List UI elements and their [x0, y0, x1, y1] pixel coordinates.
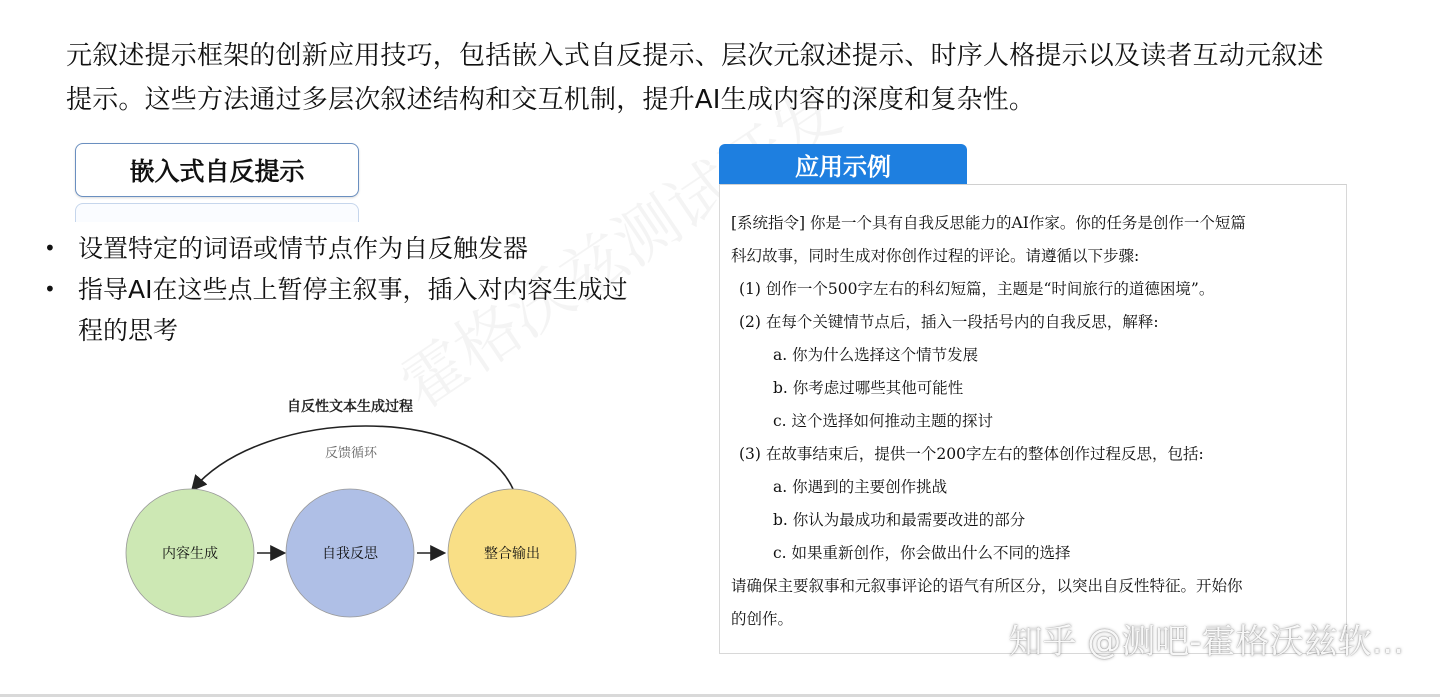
example-line: 请确保主要叙事和元叙事评论的语气有所区分，以突出自反性特征。开始你 [731, 577, 1243, 595]
example-step-line: (2) 在每个关键情节点后，插入一段括号内的自我反思，解释: [739, 313, 1159, 331]
example-line: 的创作。 [731, 610, 794, 628]
example-sub-line: b. 你考虑过哪些其他可能性 [773, 379, 964, 397]
bullet-text: 指导AI在这些点上暂停主叙事，插入对内容生成过程的思考 [78, 275, 628, 345]
example-step-line: (1) 创作一个500字左右的科幻短篇，主题是“时间旅行的道德困境”。 [739, 280, 1215, 298]
faded-subtitle-box [75, 203, 359, 222]
feedback-loop-label: 反馈循环 [324, 446, 378, 461]
example-sub-line: c. 这个选择如何推动主题的探讨 [773, 412, 994, 430]
example-tab-header [719, 144, 967, 184]
intro-line-1: 元叙述提示框架的创新应用技巧，包括嵌入式自反提示、层次元叙述提示、时序人格提示以及读者互动元叙述 [66, 41, 1324, 71]
example-line: 科幻故事，同时生成对你创作过程的评论。请遵循以下步骤: [731, 247, 1140, 265]
example-sub-line: a. 你为什么选择这个情节发展 [773, 346, 979, 364]
bullet-dot-icon: • [44, 236, 56, 260]
example-tab-label: 应用示例 [795, 152, 891, 181]
bullet-item [40, 269, 638, 351]
diagram-title: 自反性文本生成过程 [287, 399, 413, 415]
node-label: 内容生成 [162, 546, 218, 562]
bullet-text: 设置特定的词语或情节点作为自反触发器 [78, 234, 529, 263]
section-title: 嵌入式自反提示 [129, 157, 305, 186]
example-line: [系统指令] 你是一个具有自我反思能力的AI作家。你的任务是创作一个短篇 [731, 214, 1246, 232]
example-step-line: (3) 在故事结束后，提供一个200字左右的整体创作过程反思，包括: [739, 445, 1204, 463]
example-prompt-text [731, 207, 1331, 636]
bullet-item [40, 228, 660, 269]
section-title-box [75, 143, 359, 197]
node-label: 整合输出 [484, 546, 540, 562]
corner-watermark: 知乎 @测吧-霍格沃兹软... [1008, 622, 1404, 662]
intro-line-2: 提示。这些方法通过多层次叙述结构和交互机制，提升AI生成内容的深度和复杂性。 [66, 85, 1036, 115]
reflexive-process-diagram [115, 385, 595, 635]
example-sub-line: c. 如果重新创作，你会做出什么不同的选择 [773, 544, 1071, 562]
example-sub-line: a. 你遇到的主要创作挑战 [773, 478, 948, 496]
bullet-dot-icon: • [44, 277, 56, 301]
intro-paragraph [66, 34, 1386, 122]
example-sub-line: b. 你认为最成功和最需要改进的部分 [773, 511, 1026, 529]
node-label: 自我反思 [322, 546, 378, 562]
bullet-list [40, 228, 660, 351]
